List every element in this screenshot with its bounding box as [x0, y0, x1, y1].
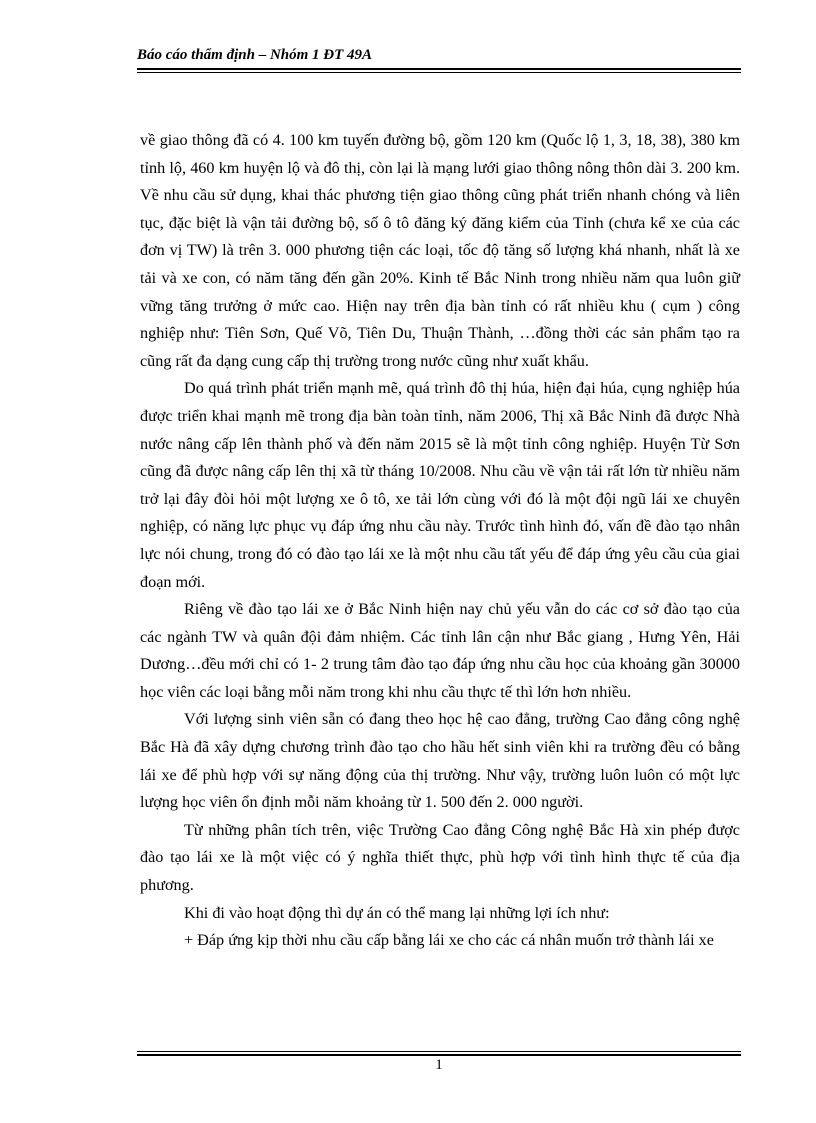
header-rule-thin: [137, 72, 741, 73]
paragraph-3: Riêng về đào tạo lái xe ở Bắc Ninh hiện nay chủ yếu vẫn do các cơ sở đào tạo của các ngành TW và quân đội đảm nhiệm. Các tỉnh lân cận như Bắc giang , Hưng Yên, Hải Dương…đều mới chỉ có 1- 2 trung tâm đào tạo đáp ứng nhu cầu học của khoảng gần 30000 học viên các loại bằng mỗi năm trong khi nhu cầu thực tế thì lớn hơn nhiều.: [140, 600, 740, 701]
paragraph-4: Với lượng sinh viên sẵn có đang theo học hệ cao đẳng, trường Cao đẳng công nghệ Bắc Hà đã xây dựng chương trình đào tạo cho hầu hết sinh viên khi ra trường đều có bằng lái xe để phù hợp với sự năng động của thị trường. Như vậy, trường luôn luôn có một lực lượng học viên ổn định mỗi năm khoảng từ 1. 500 đến 2. 000 người.: [140, 710, 740, 812]
paragraph-5: Từ những phân tích trên, việc Trường Cao đẳng Công nghệ Bắc Hà xin phép được đào tạo lái xe là một việc có ý nghĩa thiết thực, phù hợp với tình hình thực tế của địa phương.: [140, 820, 740, 895]
page-number: 1: [435, 1057, 443, 1073]
paragraph-2: Do quá trình phát triển mạnh mẽ, quá trình đô thị húa, hiện đại húa, cụng nghiệp húa được triển khai mạnh mẽ trong địa bàn toàn tỉnh, năm 2006, Thị xã Bắc Ninh đã được Nhà nước nâng cấp lên thành phố và đến năm 2015 sẽ là một tỉnh công nghiệp. Huyện Từ Sơn cũng đã được nâng cấp lên thị xã từ tháng 10/2008. Nhu cầu về vận tải rất lớn từ nhiều năm trở lại đây đòi hỏi một lượng xe ô tô, xe tải lớn cùng với đó là một đội ngũ lái xe chuyên nghiệp, có năng lực phục vụ đáp ứng nhu cầu này. Trước tình hình đó, vấn đề đào tạo nhân lực nói chung, trong đó có đào tạo lái xe là một nhu cầu tất yếu để đáp ứng yêu cầu của giai đoạn mới.: [140, 379, 740, 591]
body-text: [140, 127, 740, 955]
paragraph-7: + Đáp ứng kịp thời nhu cầu cấp bằng lái xe cho các cá nhân muốn trở thành lái xe: [184, 931, 714, 950]
header-rule-thick: [137, 68, 741, 70]
footer-rule-thick: [137, 1054, 741, 1056]
paragraph-1: về giao thông đã có 4. 100 km tuyến đường bộ, gồm 120 km (Quốc lộ 1, 3, 18, 38), 380 km tỉnh lộ, 460 km huyện lộ và đô thị, còn lại là mạng lưới giao thông nông thôn dài 3. 200 km. Về nhu cầu sử dụng, khai thác phương tiện giao thông cũng phát triển nhanh chóng và liên tục, đặc biệt là vận tải đường bộ, số ô tô đăng ký đăng kiểm của Tỉnh (chưa kể xe của các đơn vị TW) là trên 3. 000 phương tiện các loại, tốc độ tăng số lượng khá nhanh, nhất là xe tải và xe con, có năm tăng đến gần 20%. Kinh tế Bắc Ninh trong nhiều năm qua luôn giữ vững tăng trưởng ở mức cao. Hiện nay trên địa bàn tỉnh có rất nhiều khu ( cụm ) công nghiệp như: Tiên Sơn, Quế Võ, Tiên Du, Thuận Thành, …đồng thời các sản phẩm tạo ra cũng rất đa dạng cung cấp thị trường trong nước cũng như xuất khẩu.: [140, 131, 740, 370]
page-header-title: Báo cáo thẩm định – Nhóm 1 ĐT 49A: [137, 47, 373, 63]
paragraph-6: Khi đi vào hoạt động thì dự án có thể mang lại những lợi ích như:: [184, 903, 610, 922]
footer-rule-thin: [137, 1051, 741, 1052]
